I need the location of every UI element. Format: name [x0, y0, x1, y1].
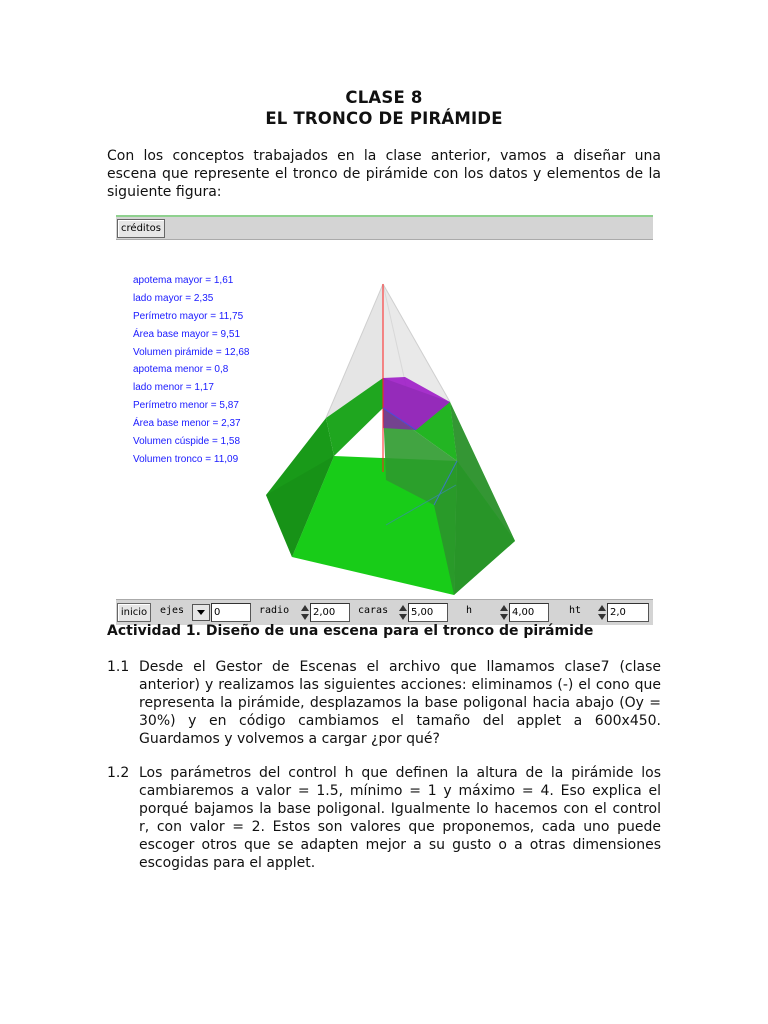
spinner-up-icon[interactable]: [301, 605, 309, 611]
ejes-dropdown-button[interactable]: [192, 604, 210, 621]
caras-spinner[interactable]: [398, 603, 408, 622]
label-volumen-cuspide: Volumen cúspide = 1,58: [133, 436, 241, 448]
radio-label: radio: [259, 605, 290, 616]
measurement-labels: [133, 272, 249, 469]
document-subtitle: EL TRONCO DE PIRÁMIDE: [265, 109, 503, 128]
ejes-label: ejes: [160, 605, 185, 616]
activity-title: Actividad 1. Diseño de una escena para el tronco de pirámide: [107, 623, 594, 639]
spinner-down-icon[interactable]: [598, 614, 606, 620]
descartes-applet: [116, 215, 653, 624]
ht-field[interactable]: 2,0: [607, 603, 649, 622]
radio-field[interactable]: 2,00: [310, 603, 350, 622]
spinner-down-icon[interactable]: [301, 614, 309, 620]
document-title: CLASE 8: [345, 88, 423, 107]
label-area-base-mayor: Área base mayor = 9,51: [133, 328, 241, 340]
h-spinner[interactable]: [499, 603, 509, 622]
label-perimetro-mayor: Perímetro mayor = 11,75: [133, 310, 244, 322]
spinner-down-icon[interactable]: [500, 614, 508, 620]
item-number: 1.2: [107, 765, 130, 781]
h-label: h: [466, 605, 473, 616]
spinner-up-icon[interactable]: [399, 605, 407, 611]
label-lado-mayor: lado mayor = 2,35: [133, 292, 214, 304]
ejes-field[interactable]: 0: [211, 603, 251, 622]
spinner-up-icon[interactable]: [500, 605, 508, 611]
activity-item: [107, 764, 661, 872]
spinner-down-icon[interactable]: [399, 614, 407, 620]
label-apotema-menor: apotema menor = 0,8: [133, 364, 229, 376]
label-volumen-tronco: Volumen tronco = 11,09: [133, 453, 239, 465]
ht-spinner[interactable]: [597, 603, 607, 622]
label-perimetro-menor: Perímetro menor = 5,87: [133, 400, 239, 412]
item-number: 1.1: [107, 659, 130, 675]
label-apotema-mayor: apotema mayor = 1,61: [133, 275, 234, 286]
label-lado-menor: lado menor = 1,17: [133, 382, 214, 394]
h-field[interactable]: 4,00: [509, 603, 549, 622]
chevron-down-icon: [197, 610, 205, 616]
ht-label: ht: [569, 605, 582, 616]
intro-paragraph: Con los conceptos trabajados en la clase anterior, vamos a diseñar una escena que represente el tronco de pirámide con los datos y elementos de la siguiente figura:: [107, 148, 661, 200]
spinner-up-icon[interactable]: [598, 605, 606, 611]
item-text: Desde el Gestor de Escenas el archivo que llamamos clase7 (clase anterior) y realizamos las siguientes acciones: eliminamos (-) el cono que representa la pirámide, desplazamos la base poligonal hacia abajo (Oy = 30%) y en código cambiamos el tamaño del applet a 600x450. Guardamos y volvemos a cargar ¿por qué?: [139, 659, 661, 747]
inicio-button[interactable]: inicio: [117, 603, 151, 622]
caras-field[interactable]: 5,00: [408, 603, 448, 622]
caras-label: caras: [358, 605, 389, 616]
activity-item: [107, 658, 661, 748]
applet-toolbar: [116, 217, 653, 240]
scene-3d[interactable]: [116, 240, 653, 598]
label-area-base-menor: Área base menor = 2,37: [133, 418, 241, 430]
label-volumen-piramide: Volumen pirámide = 12,68: [133, 346, 250, 358]
applet-controls: [116, 599, 653, 625]
item-text: Los parámetros del control h que definen la altura de la pirámide los cambiaremos a valor = 1.5, mínimo = 1 y máximo = 4. Eso explica el porqué bajamos la base poligonal. Igualmente lo hacemos con el control r, con valor = 2. Estos son valores que proponemos, cada uno puede escoger otros que se adapten mejor a su gusto o a otras dimensiones escogidas para el applet.: [139, 765, 661, 871]
radio-spinner[interactable]: [300, 603, 310, 622]
creditos-button[interactable]: créditos: [117, 219, 165, 238]
